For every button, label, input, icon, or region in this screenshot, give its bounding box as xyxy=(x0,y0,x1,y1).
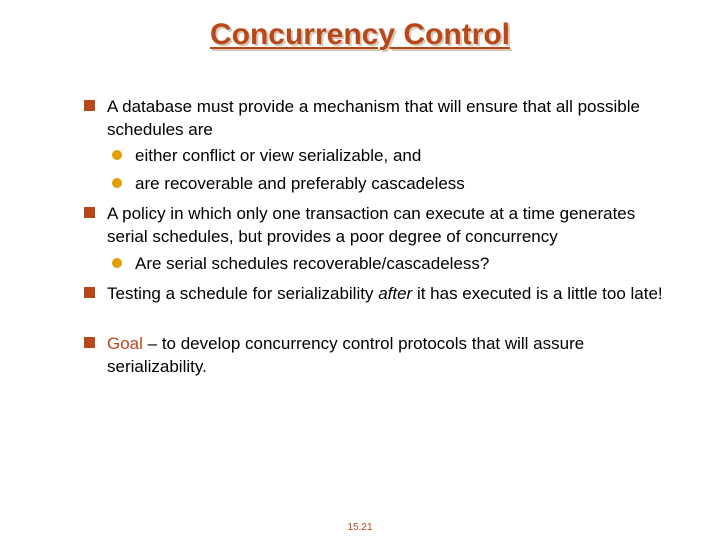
round-bullet-icon xyxy=(112,258,122,268)
round-bullet-icon xyxy=(112,150,122,160)
bullet-text: Goal – to develop concurrency control protocols that will assure serializability. xyxy=(107,334,585,376)
square-bullet-icon xyxy=(84,337,95,348)
square-bullet-icon xyxy=(84,207,95,218)
bullet-text: A database must provide a mechanism that will ensure that all possible schedules are xyxy=(107,97,640,139)
square-bullet-icon xyxy=(84,100,95,111)
slide-title: Concurrency Control xyxy=(209,18,511,51)
bullet-text: Testing a schedule for serializability after it has executed is a little too late! xyxy=(107,284,663,303)
round-bullet-icon xyxy=(112,178,122,188)
square-bullet-icon xyxy=(84,287,95,298)
sub-bullet-text: either conflict or view serializable, and xyxy=(135,146,422,165)
sub-bullet-text: Are serial schedules recoverable/cascadeless? xyxy=(135,254,490,273)
page-number: 15.21 xyxy=(347,522,373,533)
bullet-text: A policy in which only one transaction can execute at a time generates serial schedules, but provides a poor degree of concurrency xyxy=(107,204,636,246)
goal-label: Goal xyxy=(107,334,143,353)
sub-bullet-text: are recoverable and preferably cascadeless xyxy=(135,174,465,193)
